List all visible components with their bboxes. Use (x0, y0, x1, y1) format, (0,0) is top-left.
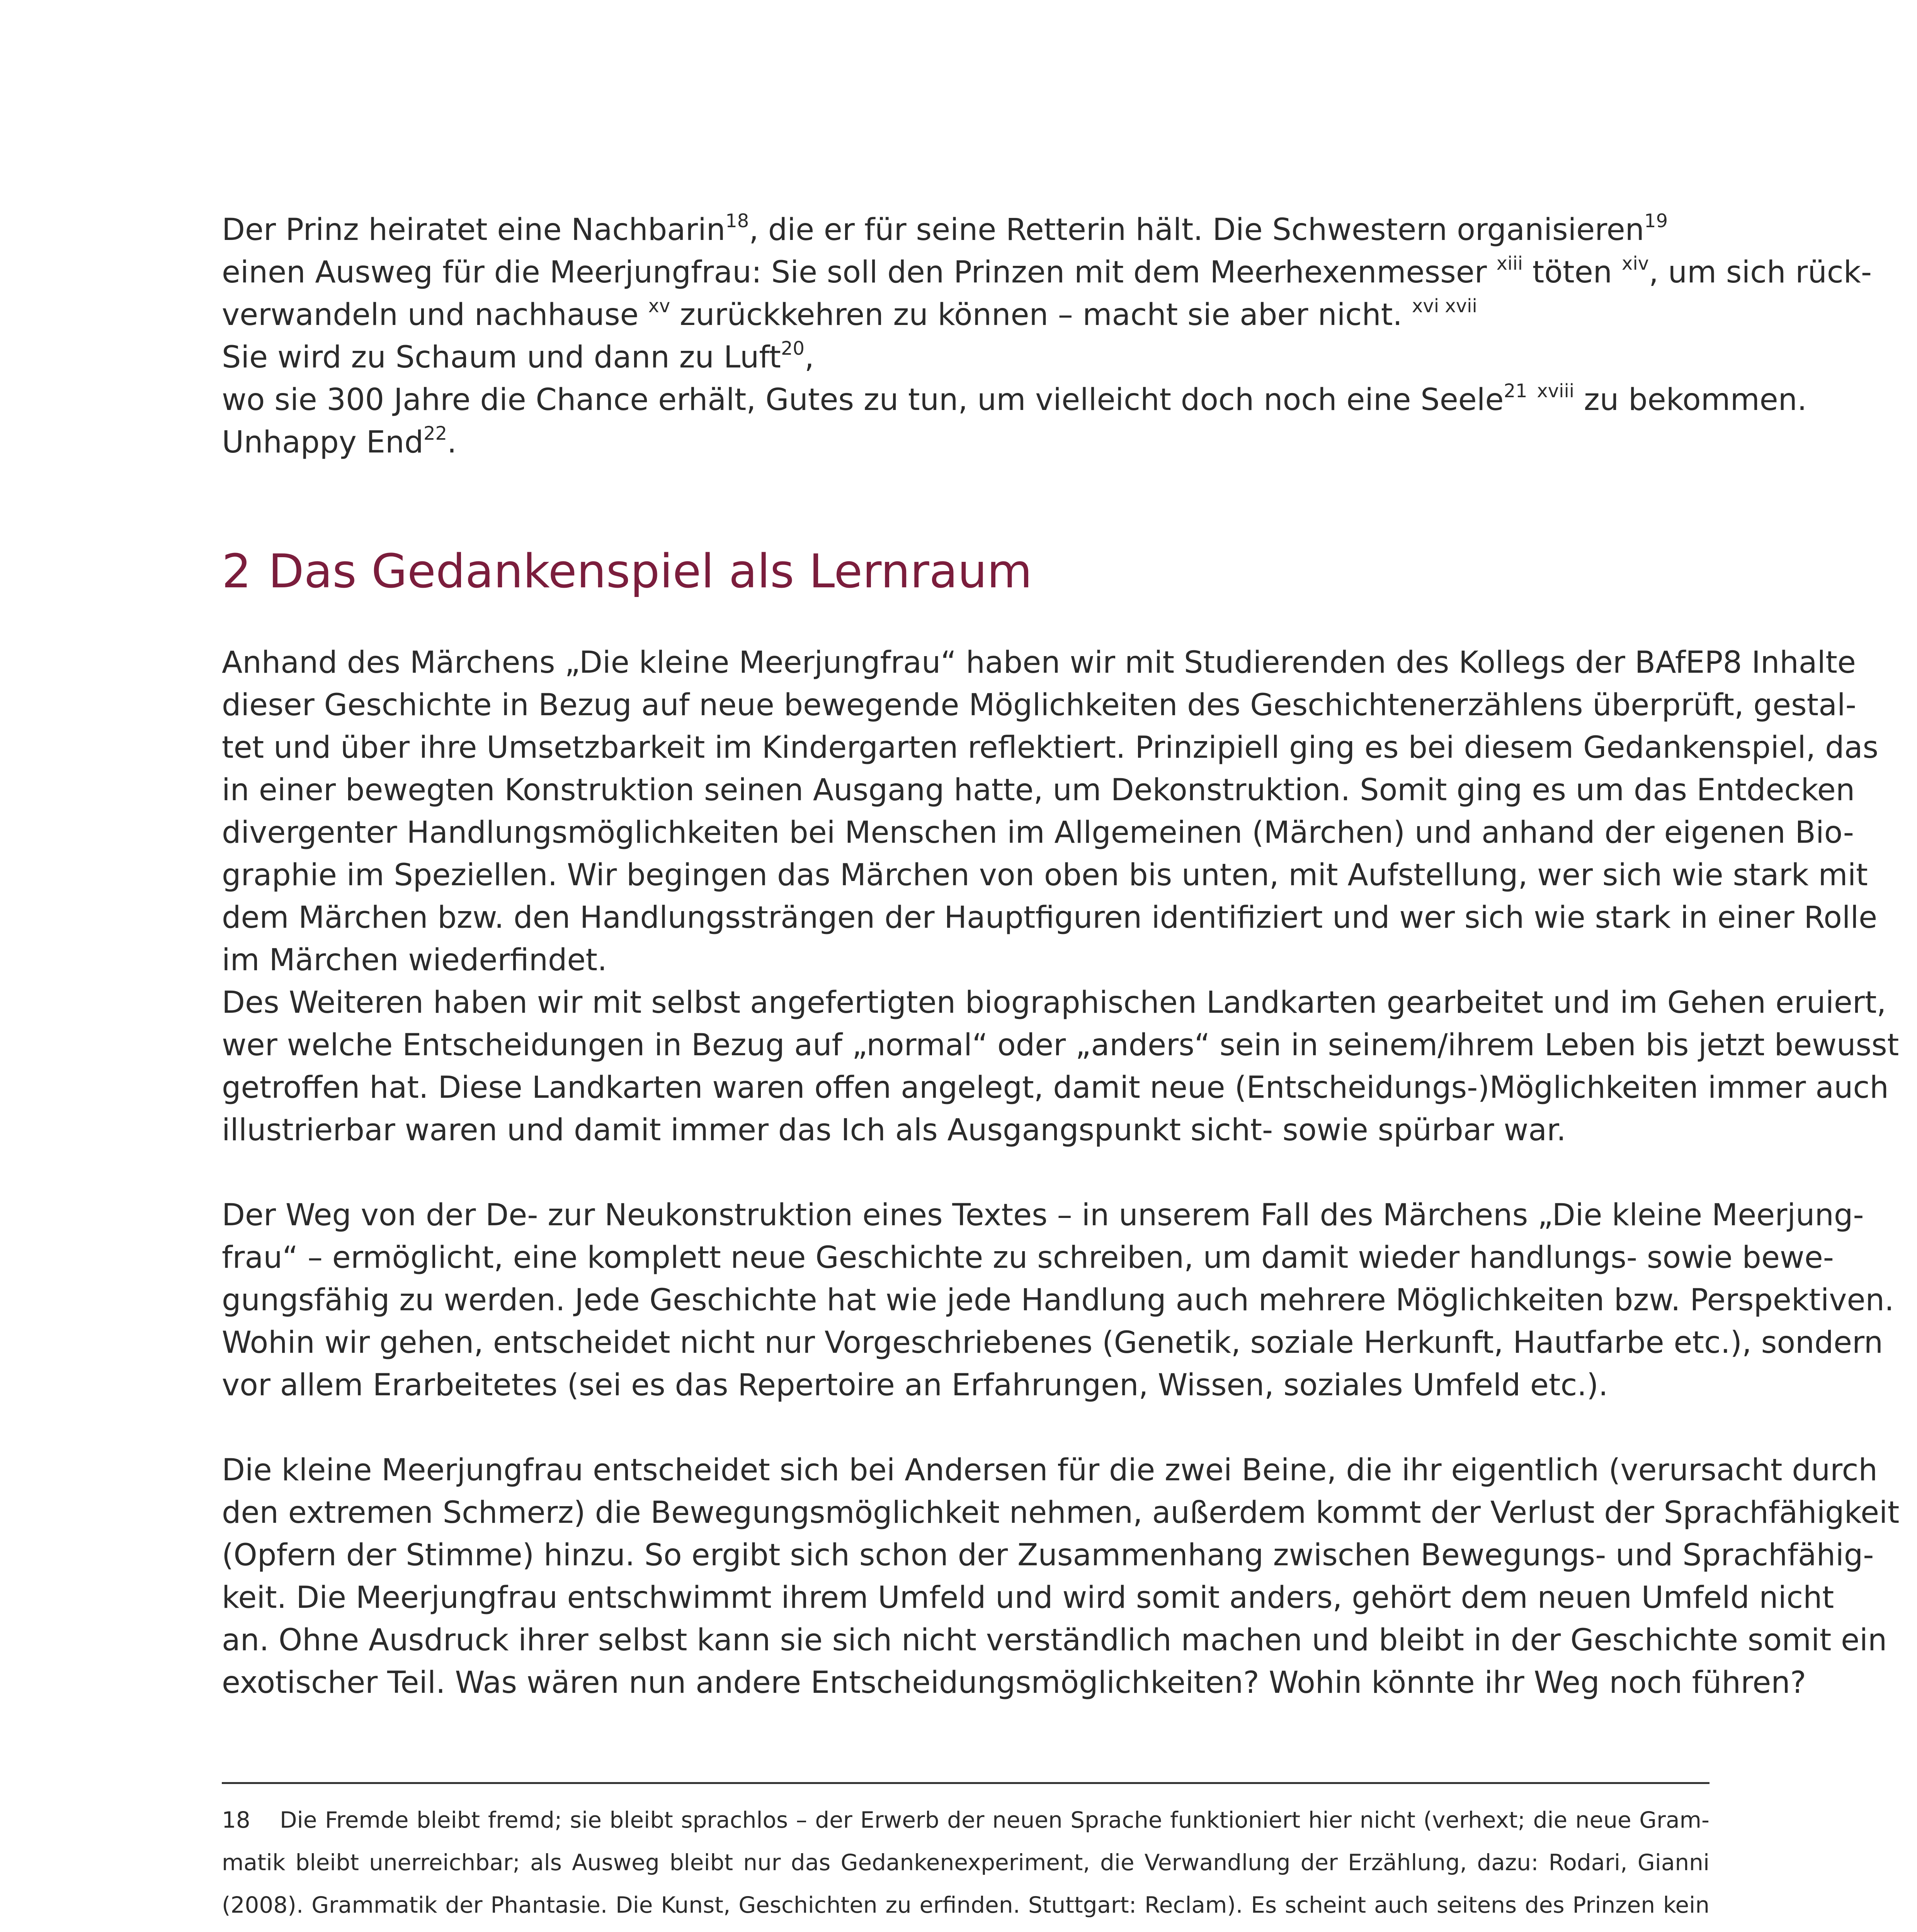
text: Unhappy End (222, 425, 424, 460)
text: Der Prinz heiratet eine Nachbarin (222, 213, 726, 247)
endnote-ref: xv (648, 295, 670, 317)
paragraph (222, 1449, 1900, 1704)
text-line: gungsfähig zu werden. Jede Geschichte hat wie jede Handlung auch mehrere Möglichkeiten bzw. Perspektiven. (222, 1283, 1894, 1318)
footnote-ref: 21 (1504, 380, 1527, 402)
endnote-ref: xvi xvii (1412, 295, 1477, 317)
paragraph (222, 641, 1899, 1151)
text-line: dieser Geschichte in Bezug auf neue bewegende Möglichkeiten des Geschichtenerzählens überprüft, gestal- (222, 688, 1856, 723)
text-line: wer welche Entscheidungen in Bezug auf „normal“ oder „anders“ sein in seinem/ihrem Leben bis jetzt bewusst (222, 1028, 1899, 1063)
text-line: Anhand des Märchens „Die kleine Meerjungfrau“ haben wir mit Studierenden des Kollegs der BAfEP8 Inhalte (222, 645, 1856, 680)
footnote-ref: 20 (781, 338, 805, 359)
footnote-line (222, 1926, 1709, 1932)
text: einen Ausweg für die Meerjungfrau: Sie soll den Prinzen mit dem Meerhexenmesser (222, 255, 1497, 290)
intro-block (222, 209, 1872, 464)
section-heading (222, 541, 1709, 603)
text-line: Wohin wir gehen, entscheidet nicht nur Vorgeschriebenes (Genetik, soziale Herkunft, Hautfarbe etc.), sondern (222, 1325, 1883, 1360)
text-line: frau“ – ermöglicht, eine komplett neue Geschichte zu schreiben, um damit wieder handlungs- sowie bewe- (222, 1240, 1834, 1275)
text: wo sie 300 Jahre die Chance erhält, Gutes zu tun, um vielleicht doch noch eine Seele (222, 383, 1504, 417)
footnote-18 (222, 1799, 1709, 1932)
text-line: graphie im Speziellen. Wir begingen das Märchen von oben bis unten, mit Aufstellung, wer sich wie stark mit (222, 858, 1868, 893)
footnote-line: matik bleibt unerreichbar; als Ausweg bleibt nur das Gedankenexperiment, die Verwandlung der Erzählung, dazu: Rodari, Gianni (222, 1849, 1709, 1876)
text: Sie wird zu Schaum und dann zu Luft (222, 340, 781, 375)
footnote-number: 18 (222, 1807, 250, 1833)
intro-line (222, 294, 1709, 336)
text-line: illustrierbar waren und damit immer das Ich als Ausgangspunkt sicht- sowie spürbar war. (222, 1113, 1566, 1148)
intro-line (222, 251, 1872, 294)
text-line: (Opfern der Stimme) hinzu. So ergibt sich schon der Zusammenhang zwischen Bewegungs- und Sprachfähig- (222, 1538, 1874, 1573)
text-line: keit. Die Meerjungfrau entschwimmt ihrem Umfeld und wird somit anders, gehört dem neuen Umfeld nicht (222, 1580, 1834, 1615)
endnote-ref: xiv (1621, 253, 1649, 274)
footnote-divider (222, 1782, 1709, 1784)
endnote-ref: xiii (1496, 253, 1523, 274)
section-number: 2 (222, 545, 252, 599)
text: , um sich rück- (1649, 255, 1872, 290)
text-line: an. Ohne Ausdruck ihrer selbst kann sie sich nicht verständlich machen und bleibt in der Geschichte somit ein (222, 1623, 1887, 1658)
footnote-ref: 19 (1644, 210, 1668, 232)
text-line: Der Weg von der De- zur Neukonstruktion eines Textes – in unserem Fall des Märchens „Die kleine Meerjung- (222, 1198, 1864, 1233)
text-line: dem Märchen bzw. den Handlungssträngen der Hauptfiguren identifiziert und wer sich wie stark in einer Rolle (222, 900, 1878, 935)
footnote-ref: 22 (423, 423, 447, 444)
text-line: Des Weiteren haben wir mit selbst angefertigten biographischen Landkarten gearbeitet und im Gehen eruiert, (222, 985, 1886, 1020)
text-line: tet und über ihre Umsetzbarkeit im Kindergarten reflektiert. Prinzipiell ging es bei diesem Gedankenspiel, das (222, 730, 1879, 765)
text-line: divergenter Handlungsmöglichkeiten bei Menschen im Allgemeinen (Märchen) und anhand der eigenen Bio- (222, 815, 1854, 850)
text-line: exotischer Teil. Was wären nun andere Entscheidungsmöglichkeiten? Wohin könnte ihr Weg noch führen? (222, 1665, 1806, 1700)
text: Die Fremde bleibt fremd; sie bleibt sprachlos – der Erwerb der neuen Sprache funktioniert hier nicht (verhext; die neue Gram- (280, 1807, 1709, 1833)
text (1527, 383, 1537, 417)
text-line: Die kleine Meerjungfrau entscheidet sich bei Andersen für die zwei Beine, die ihr eigentlich (verursacht durch (222, 1453, 1878, 1488)
footnote-line (222, 1799, 1709, 1841)
text: verwandeln und nachhause (222, 298, 648, 332)
intro-line (222, 209, 1709, 251)
text-line: in einer bewegten Konstruktion seinen Ausgang hatte, um Dekonstruktion. Somit ging es um das Entdecken (222, 773, 1855, 808)
text: . (447, 425, 457, 460)
intro-line (222, 421, 1709, 464)
footnote-line: (2008). Grammatik der Phantasie. Die Kunst, Geschichten zu erfinden. Stuttgart: Reclam). Es scheint auch seitens des Prinzen kein (222, 1892, 1709, 1918)
intro-line (222, 379, 1807, 421)
text: töten (1523, 255, 1622, 290)
text: , (805, 340, 814, 375)
text: zu bekommen. (1574, 383, 1807, 417)
intro-line (222, 336, 1709, 379)
text-line: vor allem Erarbeitetes (sei es das Repertoire an Erfahrungen, Wissen, soziales Umfeld etc.). (222, 1368, 1608, 1403)
text-line: getroffen hat. Diese Landkarten waren offen angelegt, damit neue (Entscheidungs-)Möglichkeiten immer auch (222, 1070, 1889, 1105)
text-line: den extremen Schmerz) die Bewegungsmöglichkeit nehmen, außerdem kommt der Verlust der Sprachfähigkeit (222, 1495, 1900, 1530)
footnote-ref: 18 (725, 210, 749, 232)
text-line: im Märchen wiederfindet. (222, 943, 607, 978)
paragraph (222, 1194, 1894, 1406)
text: zurückkehren zu können – macht sie aber nicht. (670, 298, 1412, 332)
section-title: Das Gedankenspiel als Lernraum (268, 545, 1032, 599)
text: , die er für seine Retterin hält. Die Schwestern organisieren (749, 213, 1645, 247)
endnote-ref: xviii (1537, 380, 1575, 402)
